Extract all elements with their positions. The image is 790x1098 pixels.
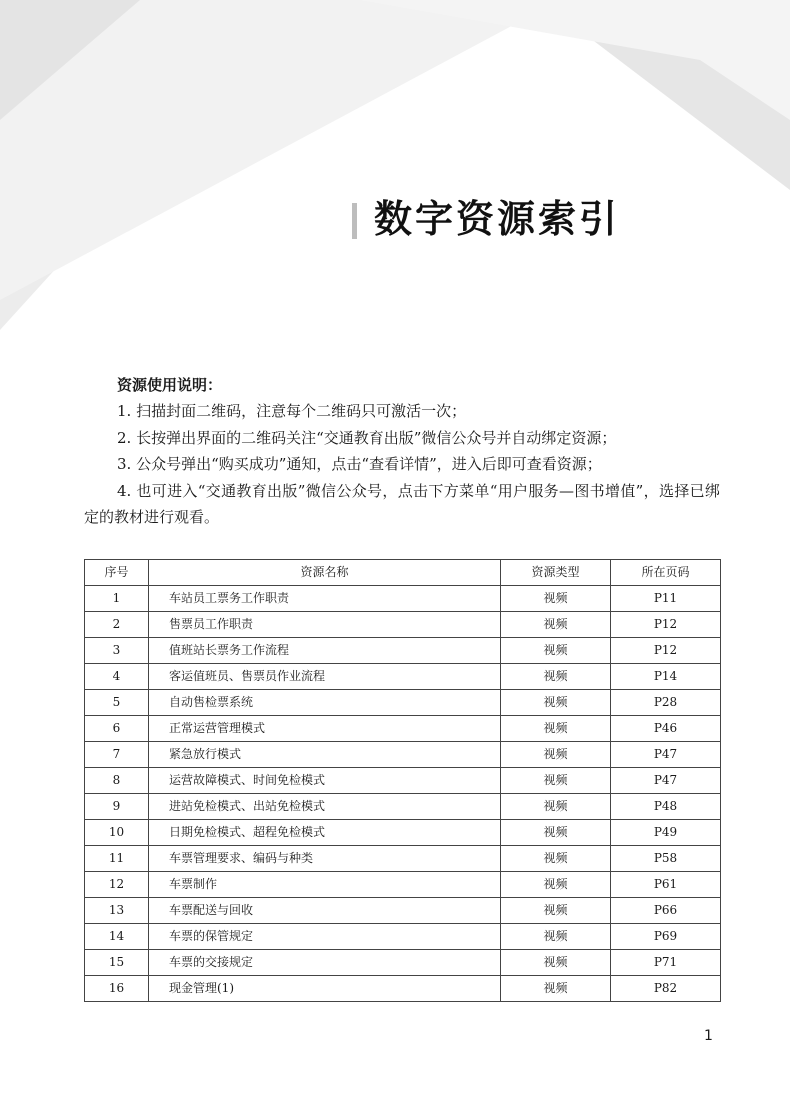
cell-page: P58: [611, 846, 721, 872]
resource-index-table: [84, 559, 721, 1002]
cell-name: 进站免检模式、出站免检模式: [149, 794, 501, 820]
table-row: [85, 846, 721, 872]
table-row: [85, 820, 721, 846]
table-row: [85, 768, 721, 794]
cell-num: 11: [85, 846, 149, 872]
cell-name: 售票员工作职责: [149, 612, 501, 638]
cell-page: P47: [611, 768, 721, 794]
cell-page: P14: [611, 664, 721, 690]
instruction-item: 3. 公众号弹出“购买成功”通知，点击“查看详情”，进入后即可查看资源；: [117, 455, 602, 473]
cell-page: P46: [611, 716, 721, 742]
cell-type: 视频: [501, 612, 611, 638]
instructions-heading: 资源使用说明：: [117, 376, 223, 394]
cell-num: 9: [85, 794, 149, 820]
cell-num: 15: [85, 950, 149, 976]
header-type: 资源类型: [501, 560, 611, 586]
cell-name: 值班站长票务工作流程: [149, 638, 501, 664]
cell-num: 7: [85, 742, 149, 768]
instruction-item: 4. 也可进入“交通教育出版”微信公众号，点击下方菜单“用户服务—图书增值”，选择已绑定的教材进行观看。: [84, 481, 720, 526]
cell-num: 10: [85, 820, 149, 846]
cell-type: 视频: [501, 872, 611, 898]
cell-type: 视频: [501, 586, 611, 612]
table-row: [85, 664, 721, 690]
cell-name: 现金管理(1): [149, 976, 501, 1002]
cell-num: 4: [85, 664, 149, 690]
page-title: 数字资源索引: [374, 197, 621, 241]
cell-type: 视频: [501, 768, 611, 794]
cell-page: P12: [611, 612, 721, 638]
cell-num: 14: [85, 924, 149, 950]
cell-page: P47: [611, 742, 721, 768]
cell-name: 车票的交接规定: [149, 950, 501, 976]
cell-page: P69: [611, 924, 721, 950]
cell-page: P61: [611, 872, 721, 898]
cell-num: 13: [85, 898, 149, 924]
cell-num: 6: [85, 716, 149, 742]
table-row: [85, 976, 721, 1002]
page-number: 1: [704, 1028, 713, 1044]
cell-type: 视频: [501, 976, 611, 1002]
cell-type: 视频: [501, 742, 611, 768]
cell-type: 视频: [501, 950, 611, 976]
cell-name: 车票配送与回收: [149, 898, 501, 924]
table-row: [85, 612, 721, 638]
table-row: [85, 898, 721, 924]
background-decoration: [0, 0, 790, 340]
header-name: 资源名称: [149, 560, 501, 586]
cell-page: P48: [611, 794, 721, 820]
header-page: 所在页码: [611, 560, 721, 586]
table-row: [85, 794, 721, 820]
cell-num: 2: [85, 612, 149, 638]
table-row: [85, 690, 721, 716]
cell-name: 车站员工票务工作职责: [149, 586, 501, 612]
cell-num: 12: [85, 872, 149, 898]
cell-name: 车票的保管规定: [149, 924, 501, 950]
cell-name: 车票制作: [149, 872, 501, 898]
instruction-item: 1. 扫描封面二维码，注意每个二维码只可激活一次；: [117, 402, 467, 420]
cell-name: 车票管理要求、编码与种类: [149, 846, 501, 872]
cell-name: 运营故障模式、时间免检模式: [149, 768, 501, 794]
cell-num: 8: [85, 768, 149, 794]
cell-page: P49: [611, 820, 721, 846]
instruction-item: 2. 长按弹出界面的二维码关注“交通教育出版”微信公众号并自动绑定资源；: [117, 428, 617, 447]
table-row: [85, 586, 721, 612]
table-row: [85, 924, 721, 950]
cell-type: 视频: [501, 898, 611, 924]
table-row: [85, 716, 721, 742]
cell-num: 16: [85, 976, 149, 1002]
cell-type: 视频: [501, 664, 611, 690]
cell-type: 视频: [501, 846, 611, 872]
cell-name: 紧急放行模式: [149, 742, 501, 768]
cell-num: 3: [85, 638, 149, 664]
cell-num: 5: [85, 690, 149, 716]
cell-page: P66: [611, 898, 721, 924]
cell-name: 自动售检票系统: [149, 690, 501, 716]
cell-type: 视频: [501, 716, 611, 742]
cell-page: P82: [611, 976, 721, 1002]
cell-page: P12: [611, 638, 721, 664]
instructions-section: [84, 372, 720, 531]
cell-type: 视频: [501, 820, 611, 846]
cell-type: 视频: [501, 690, 611, 716]
cell-page: P11: [611, 586, 721, 612]
cell-name: 正常运营管理模式: [149, 716, 501, 742]
table-row: [85, 950, 721, 976]
cell-name: 日期免检模式、超程免检模式: [149, 820, 501, 846]
table-header-row: [85, 560, 721, 586]
cell-type: 视频: [501, 638, 611, 664]
cell-page: P28: [611, 690, 721, 716]
cell-page: P71: [611, 950, 721, 976]
cell-type: 视频: [501, 924, 611, 950]
table-row: [85, 742, 721, 768]
header-num: 序号: [85, 560, 149, 586]
title-accent-bar: [352, 203, 357, 239]
cell-name: 客运值班员、售票员作业流程: [149, 664, 501, 690]
table-row: [85, 872, 721, 898]
cell-type: 视频: [501, 794, 611, 820]
cell-num: 1: [85, 586, 149, 612]
table-row: [85, 638, 721, 664]
